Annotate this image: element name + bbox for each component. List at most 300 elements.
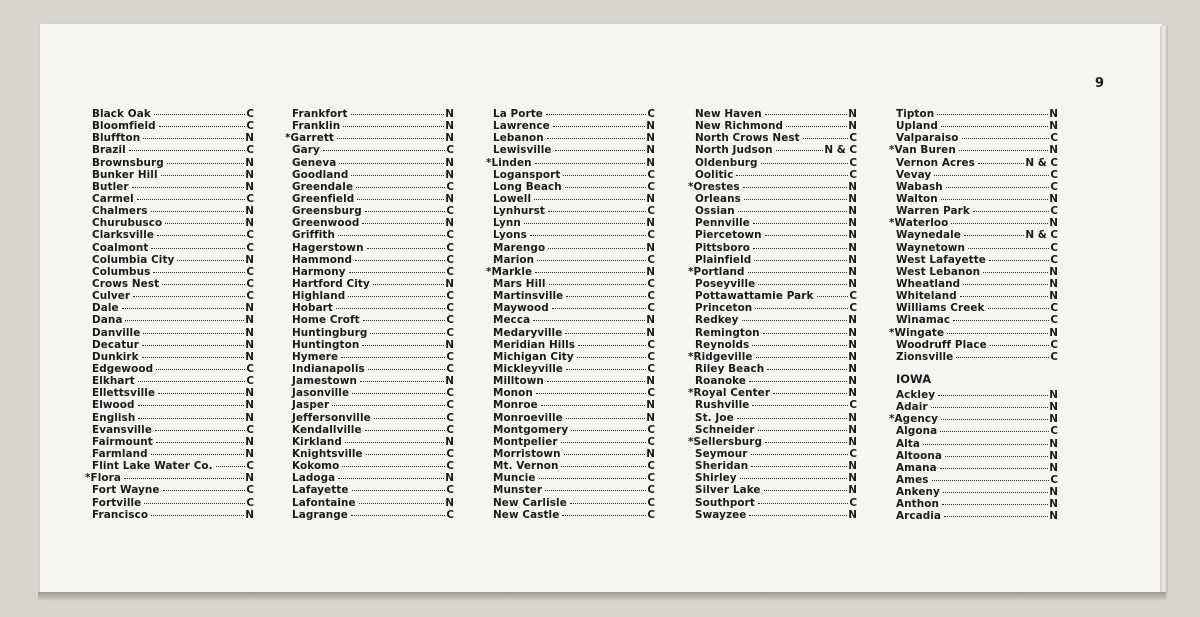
- list-item: [292, 120, 454, 132]
- service-code: C: [647, 387, 655, 400]
- place-name: Altoona: [896, 449, 942, 462]
- service-code: N: [848, 362, 857, 375]
- service-code: C: [446, 460, 454, 473]
- dot-leader: [142, 345, 244, 346]
- list-item: [493, 327, 655, 339]
- list-item: [92, 120, 254, 132]
- service-code: C: [246, 265, 254, 278]
- service-code: N: [848, 277, 857, 290]
- place-name: Alta: [896, 437, 920, 450]
- dot-leader: [565, 187, 647, 188]
- place-name: Anthon: [896, 498, 939, 511]
- service-code: N: [1049, 498, 1058, 511]
- list-item: [92, 290, 254, 302]
- place-name: *Markle: [486, 265, 533, 278]
- place-name: Montpelier: [493, 435, 558, 448]
- service-code: C: [647, 484, 655, 497]
- place-name: Remington: [695, 326, 760, 339]
- place-name: Upland: [896, 120, 938, 133]
- dot-leader: [555, 150, 646, 151]
- list-item: [493, 351, 655, 363]
- dot-leader: [359, 503, 445, 504]
- list-item: [695, 108, 857, 120]
- place-name: Silver Lake: [695, 484, 761, 497]
- dot-leader: [348, 296, 445, 297]
- service-code: N: [848, 338, 857, 351]
- dot-leader: [736, 175, 848, 176]
- place-name: Rushville: [695, 399, 750, 412]
- dot-leader: [124, 478, 244, 479]
- place-name: Knightsville: [292, 447, 363, 460]
- service-code: N: [245, 508, 254, 521]
- place-name: Black Oak: [92, 108, 151, 120]
- dot-leader: [549, 284, 647, 285]
- service-code: C: [446, 362, 454, 375]
- dot-leader: [561, 442, 647, 443]
- place-name: Greendale: [292, 180, 354, 193]
- place-name: Fort Wayne: [92, 484, 160, 497]
- dot-leader: [151, 248, 245, 249]
- dot-leader: [742, 320, 848, 321]
- list-item: [292, 509, 454, 521]
- dot-leader: [537, 260, 646, 261]
- list-item: [695, 375, 857, 387]
- list-item: [896, 438, 1058, 450]
- place-name: Munster: [493, 484, 543, 497]
- list-item: [493, 120, 655, 132]
- dot-leader: [338, 478, 444, 479]
- list-item: [695, 472, 857, 484]
- service-code: C: [1050, 132, 1058, 145]
- dot-leader: [749, 381, 847, 382]
- dot-leader: [365, 430, 446, 431]
- list-item: [92, 157, 254, 169]
- list-item: [889, 144, 1058, 157]
- service-code: C: [446, 423, 454, 436]
- service-code: N: [445, 120, 454, 133]
- service-code: N: [1049, 326, 1058, 339]
- place-name: La Porte: [493, 108, 543, 120]
- place-name: *Wingate: [889, 326, 945, 339]
- list-item: [896, 157, 1058, 169]
- place-name: Goodland: [292, 168, 349, 181]
- list-item: [688, 265, 857, 278]
- service-code: N: [445, 496, 454, 509]
- service-code: C: [647, 290, 655, 303]
- list-item: [695, 327, 857, 339]
- list-item: [292, 302, 454, 314]
- list-item: [695, 144, 857, 156]
- service-code: N: [1049, 461, 1058, 474]
- service-code: N: [646, 241, 655, 254]
- list-item: [92, 375, 254, 387]
- list-item: [292, 436, 454, 448]
- dot-leader: [368, 369, 446, 370]
- list-item: [92, 229, 254, 241]
- dot-leader: [158, 393, 244, 394]
- place-name: Medaryville: [493, 326, 563, 339]
- list-item: [493, 169, 655, 181]
- service-code: N: [646, 375, 655, 388]
- dot-leader: [161, 175, 245, 176]
- place-name: Huntington: [292, 338, 360, 351]
- dot-leader: [535, 272, 645, 273]
- service-code: C: [446, 447, 454, 460]
- list-item: [92, 314, 254, 326]
- dot-leader: [786, 126, 847, 127]
- service-code: N & C: [1025, 229, 1058, 242]
- service-code: N: [848, 472, 857, 485]
- place-name: Michigan City: [493, 350, 574, 363]
- service-code: N: [646, 120, 655, 133]
- place-name: Churubusco: [92, 217, 163, 230]
- service-code: N: [848, 411, 857, 424]
- place-name: North Crows Nest: [695, 132, 800, 145]
- service-code: C: [446, 229, 454, 242]
- place-name: Hagerstown: [292, 241, 364, 254]
- service-code: N: [1049, 144, 1058, 157]
- dot-leader: [765, 114, 848, 115]
- list-item: [85, 472, 254, 485]
- service-code: N: [445, 132, 454, 145]
- dot-leader: [341, 357, 445, 358]
- dot-leader: [365, 211, 446, 212]
- dot-leader: [751, 466, 847, 467]
- service-code: C: [849, 168, 857, 181]
- list-item: [896, 290, 1058, 302]
- place-name: Fortville: [92, 496, 142, 509]
- place-name: Warren Park: [896, 205, 970, 218]
- list-item: [695, 424, 857, 436]
- service-code: C: [446, 484, 454, 497]
- list-item: [695, 399, 857, 411]
- service-code: N: [848, 326, 857, 339]
- dot-leader: [351, 515, 445, 516]
- page-edge: [1160, 26, 1168, 594]
- place-name: New Richmond: [695, 120, 784, 133]
- place-name: *Ridgeville: [688, 350, 753, 363]
- dot-leader: [547, 138, 646, 139]
- column-2: [285, 108, 454, 521]
- service-code: N: [245, 132, 254, 145]
- list-item: [695, 132, 857, 144]
- dot-leader: [548, 248, 645, 249]
- service-code: C: [647, 472, 655, 485]
- list-item: [92, 254, 254, 266]
- service-code: N: [445, 435, 454, 448]
- service-code: C: [1050, 180, 1058, 193]
- place-name: English: [92, 411, 136, 424]
- dot-leader: [988, 308, 1050, 309]
- list-item: [493, 387, 655, 399]
- service-code: C: [647, 350, 655, 363]
- service-code: N: [646, 144, 655, 157]
- list-item: [292, 472, 454, 484]
- place-name: Dale: [92, 302, 119, 315]
- service-code: N: [245, 180, 254, 193]
- dot-leader: [761, 163, 849, 164]
- place-name: Mickleyville: [493, 362, 564, 375]
- service-code: N: [646, 192, 655, 205]
- list-item: [292, 108, 454, 120]
- list-item: [92, 132, 254, 144]
- service-code: C: [849, 496, 857, 509]
- place-name: Valparaiso: [896, 132, 959, 145]
- service-code: N & C: [1025, 156, 1058, 169]
- service-code: N: [245, 472, 254, 485]
- place-name: Lagrange: [292, 508, 348, 521]
- list-item: [92, 484, 254, 496]
- place-name: Sheridan: [695, 460, 749, 473]
- dot-leader: [167, 163, 245, 164]
- list-item: [695, 497, 857, 509]
- service-code: C: [849, 447, 857, 460]
- list-item: [292, 217, 454, 229]
- list-item: [896, 278, 1058, 290]
- service-code: N: [848, 192, 857, 205]
- list-item: [292, 460, 454, 472]
- service-code: C: [1050, 205, 1058, 218]
- list-item: [486, 265, 655, 278]
- place-name: Oldenburg: [695, 156, 758, 169]
- list-item: [493, 302, 655, 314]
- service-code: N: [245, 326, 254, 339]
- list-item: [695, 484, 857, 496]
- list-item: [493, 290, 655, 302]
- dot-leader: [345, 442, 444, 443]
- list-item: [896, 314, 1058, 326]
- dot-leader: [964, 235, 1024, 236]
- service-code: C: [446, 326, 454, 339]
- list-item: [695, 448, 857, 460]
- service-code: C: [246, 496, 254, 509]
- dot-leader: [534, 199, 645, 200]
- dot-leader: [552, 308, 647, 309]
- dot-leader: [343, 126, 444, 127]
- list-item: [896, 510, 1058, 522]
- list-item: [493, 242, 655, 254]
- service-code: C: [446, 253, 454, 266]
- place-name: Coalmont: [92, 241, 149, 254]
- place-name: Bluffton: [92, 132, 141, 145]
- service-code: N: [848, 484, 857, 497]
- service-code: N: [1049, 388, 1058, 401]
- dot-leader: [983, 272, 1048, 273]
- place-name: Pottawattamie Park: [695, 290, 814, 303]
- dot-leader: [562, 515, 646, 516]
- place-name: Lafayette: [292, 484, 349, 497]
- dot-leader: [923, 444, 1048, 445]
- dot-leader: [122, 308, 245, 309]
- service-code: C: [446, 205, 454, 218]
- place-name: *Van Buren: [889, 144, 956, 157]
- dot-leader: [349, 272, 446, 273]
- service-code: C: [246, 120, 254, 133]
- list-item: [688, 435, 857, 448]
- place-name: Ellettsville: [92, 387, 156, 400]
- dot-leader: [953, 320, 1049, 321]
- place-name: Winamac: [896, 314, 951, 327]
- dot-leader: [351, 114, 445, 115]
- service-code: N: [848, 314, 857, 327]
- place-name: Waynedale: [896, 229, 961, 242]
- service-code: C: [446, 399, 454, 412]
- list-item: [896, 351, 1058, 363]
- place-name: New Castle: [493, 508, 560, 521]
- list-item: [285, 132, 454, 145]
- service-code: C: [647, 229, 655, 242]
- place-name: Gary: [292, 144, 320, 157]
- dot-leader: [751, 454, 849, 455]
- service-code: C: [246, 108, 254, 120]
- place-name: Kendallville: [292, 423, 362, 436]
- place-name: Roanoke: [695, 375, 747, 388]
- service-code: C: [446, 387, 454, 400]
- dot-leader: [566, 418, 646, 419]
- place-name: Marengo: [493, 241, 546, 254]
- service-code: C: [647, 435, 655, 448]
- list-item: [695, 205, 857, 217]
- service-code: C: [246, 144, 254, 157]
- list-item: [92, 339, 254, 351]
- service-code: N: [848, 508, 857, 521]
- dot-leader: [943, 492, 1048, 493]
- place-name: *Royal Center: [688, 387, 771, 400]
- place-name: Seymour: [695, 447, 748, 460]
- service-code: C: [446, 180, 454, 193]
- list-item: [92, 387, 254, 399]
- place-name: Harmony: [292, 265, 346, 278]
- column-5: [889, 108, 1058, 523]
- list-item: [92, 108, 254, 120]
- list-item: [493, 436, 655, 448]
- list-item: [92, 351, 254, 363]
- place-name: Lebanon: [493, 132, 544, 145]
- service-code: N: [1049, 108, 1058, 120]
- list-item: [695, 229, 857, 241]
- dot-leader: [524, 223, 645, 224]
- list-item: [896, 266, 1058, 278]
- list-item: [896, 302, 1058, 314]
- dot-leader: [990, 345, 1050, 346]
- place-name: Lawrence: [493, 120, 550, 133]
- place-name: Piercetown: [695, 229, 762, 242]
- place-name: Francisco: [92, 508, 149, 521]
- list-item: [92, 412, 254, 424]
- dot-leader: [125, 320, 244, 321]
- place-name: Dana: [92, 314, 123, 327]
- dot-leader: [945, 456, 1048, 457]
- place-name: Montgomery: [493, 423, 569, 436]
- service-code: C: [446, 508, 454, 521]
- place-name: Marion: [493, 253, 535, 266]
- list-item: [493, 132, 655, 144]
- service-code: N: [646, 217, 655, 230]
- place-name: Bloomfield: [92, 120, 156, 133]
- list-item: [92, 509, 254, 521]
- dot-leader: [566, 369, 646, 370]
- dot-leader: [545, 490, 646, 491]
- place-name: *Flora: [85, 472, 121, 485]
- list-item: [695, 460, 857, 472]
- place-name: Dunkirk: [92, 350, 139, 363]
- list-item: [292, 375, 454, 387]
- service-code: C: [1050, 350, 1058, 363]
- place-name: Reynolds: [695, 338, 750, 351]
- service-code: N: [848, 108, 857, 120]
- service-code: C: [647, 362, 655, 375]
- list-item: [695, 302, 857, 314]
- service-code: N: [245, 156, 254, 169]
- service-code: N: [1049, 401, 1058, 414]
- place-name: Huntingburg: [292, 326, 368, 339]
- dot-leader: [133, 296, 245, 297]
- book-page: [40, 24, 1162, 594]
- list-item: [493, 193, 655, 205]
- list-item: [292, 205, 454, 217]
- dot-leader: [743, 187, 848, 188]
- place-name: Southport: [695, 496, 755, 509]
- place-name: Kokomo: [292, 460, 340, 473]
- list-item: [695, 120, 857, 132]
- place-name: Fairmount: [92, 435, 153, 448]
- list-item: [896, 389, 1058, 401]
- service-code: N: [848, 265, 857, 278]
- list-item: [92, 460, 254, 472]
- service-code: N: [445, 375, 454, 388]
- service-code: C: [246, 375, 254, 388]
- list-item: [695, 193, 857, 205]
- place-name: *Garrett: [285, 132, 335, 145]
- service-code: C: [246, 192, 254, 205]
- list-item: [292, 497, 454, 509]
- place-name: Jasonville: [292, 387, 350, 400]
- list-item: [292, 339, 454, 351]
- list-item: [92, 399, 254, 411]
- service-code: N: [445, 277, 454, 290]
- service-code: C: [849, 132, 857, 145]
- dot-leader: [740, 478, 848, 479]
- list-item: [292, 363, 454, 375]
- dot-leader: [989, 260, 1049, 261]
- service-code: C: [446, 241, 454, 254]
- service-code: C: [246, 362, 254, 375]
- dot-leader: [758, 503, 848, 504]
- service-code: C: [647, 302, 655, 315]
- place-name: Lafontaine: [292, 496, 356, 509]
- place-name: Swayzee: [695, 508, 747, 521]
- list-item: [493, 108, 655, 120]
- dot-leader: [362, 345, 444, 346]
- dot-leader: [748, 272, 848, 273]
- place-name: Waynetown: [896, 241, 966, 254]
- service-code: C: [246, 460, 254, 473]
- place-name: Flint Lake Water Co.: [92, 460, 213, 473]
- page-number: 9: [1094, 76, 1104, 91]
- service-code: N & C: [824, 144, 857, 157]
- list-item: [695, 242, 857, 254]
- service-code: N: [445, 192, 454, 205]
- place-name: Vernon Acres: [896, 156, 975, 169]
- dot-leader: [956, 357, 1049, 358]
- place-name: Edgewood: [92, 362, 154, 375]
- service-code: N: [848, 253, 857, 266]
- place-name: Muncie: [493, 472, 536, 485]
- service-code: C: [647, 423, 655, 436]
- service-code: N: [1049, 413, 1058, 426]
- list-item: [292, 484, 454, 496]
- dot-leader: [165, 223, 244, 224]
